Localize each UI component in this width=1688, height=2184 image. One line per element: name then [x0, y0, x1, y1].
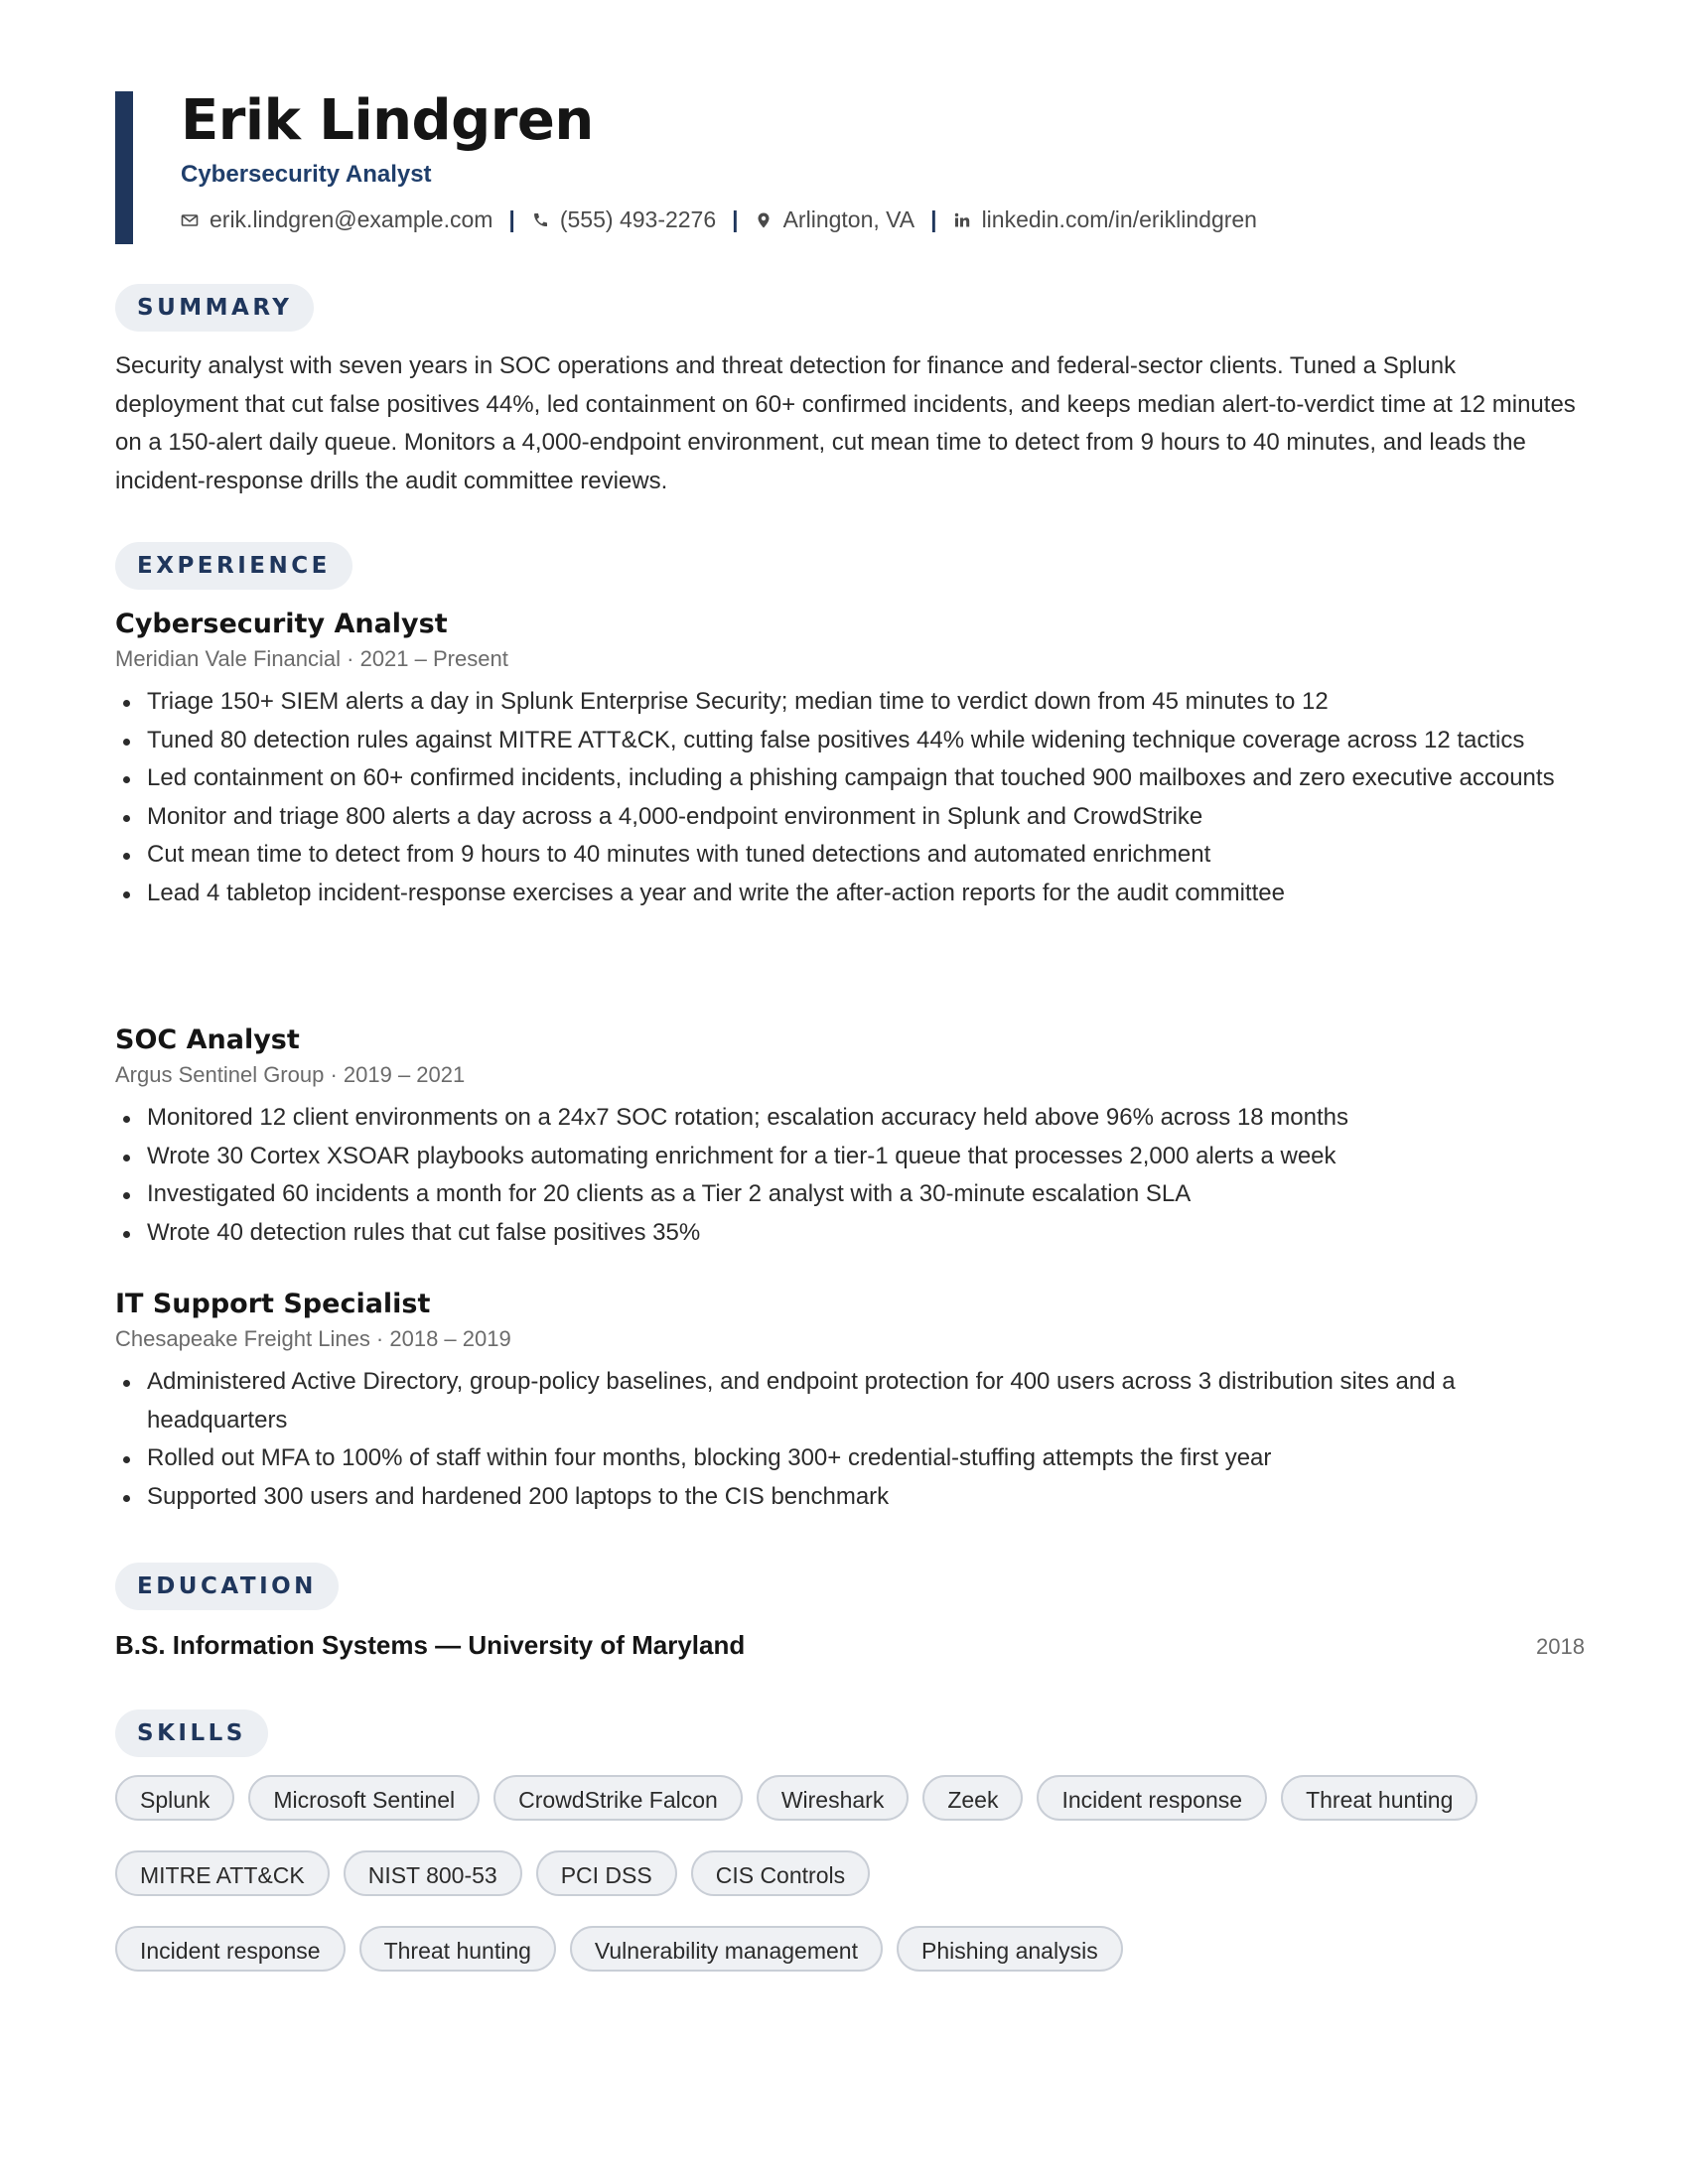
job-title: IT Support Specialist — [115, 1289, 431, 1319]
skill-chip: CrowdStrike Falcon — [493, 1775, 743, 1821]
section-heading-experience: EXPERIENCE — [115, 542, 352, 590]
contact-separator: | — [930, 206, 937, 232]
phone-text: (555) 493-2276 — [559, 206, 717, 232]
resume-header — [115, 88, 1585, 244]
candidate-name: Erik Lindgren — [181, 88, 594, 153]
education-degree: B.S. Information Systems — University of Maryland — [115, 1630, 746, 1660]
phone-icon — [531, 211, 549, 229]
education-entry — [115, 1630, 1585, 1661]
skill-chip: Microsoft Sentinel — [248, 1775, 480, 1821]
section-heading-education: EDUCATION — [115, 1563, 339, 1610]
skill-row — [115, 1850, 1585, 1896]
skill-chip: Vulnerability management — [570, 1926, 883, 1972]
job-bullet: Wrote 30 Cortex XSOAR playbooks automating enrichment for a tier-1 queue that processes 2,000 alerts a week — [147, 1138, 1585, 1176]
job-bullet: Led containment on 60+ confirmed incidents, including a phishing campaign that touched 900 mailboxes and zero executive accounts — [147, 759, 1585, 798]
skill-chip: Zeek — [922, 1775, 1023, 1821]
skill-chip: Wireshark — [757, 1775, 910, 1821]
contact-location — [755, 206, 915, 233]
job-bullets — [115, 1363, 1585, 1516]
linkedin-icon — [953, 211, 971, 229]
contact-separator: | — [508, 206, 515, 232]
job-bullet: Cut mean time to detect from 9 hours to 40 minutes with tuned detections and automated enrichment — [147, 836, 1585, 875]
job-title: Cybersecurity Analyst — [115, 609, 448, 639]
summary-text: Security analyst with seven years in SOC operations and threat detection for finance and federal-sector clients. Tuned a Splunk deployment that cut false positives 44%, led containment on 60+ confirmed incidents, and keeps median alert-to-verdict time at 12 minutes on a 150-alert daily queue. Monitors a 4,000-endpoint environment, cut mean time to detect from 9 hours to 40 minutes, and leads the incident-response drills the audit committee reviews. — [115, 352, 1576, 494]
skills-list — [115, 1775, 1585, 2001]
job-bullet: Rolled out MFA to 100% of staff within four months, blocking 300+ credential-stuffing attempts the first year — [147, 1439, 1585, 1478]
job-bullets — [115, 683, 1585, 912]
job-bullet: Investigated 60 incidents a month for 20 clients as a Tier 2 analyst with a 30-minute escalation SLA — [147, 1175, 1585, 1214]
location-pin-icon — [755, 211, 773, 229]
job-entry — [115, 608, 1585, 912]
skill-chip: Phishing analysis — [897, 1926, 1123, 1972]
contact-line — [181, 206, 1585, 233]
contact-phone[interactable] — [531, 206, 716, 233]
skill-row — [115, 1775, 1585, 1821]
skill-row — [115, 1926, 1585, 1972]
job-bullet: Supported 300 users and hardened 200 laptops to the CIS benchmark — [147, 1478, 1585, 1517]
section-heading-skills: SKILLS — [115, 1709, 268, 1757]
skill-chip: MITRE ATT&CK — [115, 1850, 330, 1896]
section-heading-summary: SUMMARY — [115, 284, 314, 332]
education-year: 2018 — [1536, 1634, 1585, 1659]
contact-linkedin[interactable] — [953, 206, 1257, 233]
skill-chip: CIS Controls — [691, 1850, 870, 1896]
skill-chip: PCI DSS — [536, 1850, 677, 1896]
contact-separator: | — [732, 206, 739, 232]
job-bullet: Tuned 80 detection rules against MITRE ATT&CK, cutting false positives 44% while widening technique coverage across 12 tactics — [147, 722, 1585, 760]
job-title: SOC Analyst — [115, 1024, 300, 1055]
email-text: erik.lindgren@example.com — [210, 206, 493, 232]
job-entry — [115, 1288, 1585, 1516]
skill-chip: NIST 800-53 — [344, 1850, 522, 1896]
skill-chip: Incident response — [115, 1926, 346, 1972]
job-bullet: Administered Active Directory, group-policy baselines, and endpoint protection for 400 users across 3 distribution sites and a headquarters — [147, 1363, 1585, 1439]
job-bullet: Wrote 40 detection rules that cut false positives 35% — [147, 1214, 1585, 1253]
location-text: Arlington, VA — [782, 206, 915, 232]
job-bullet: Monitored 12 client environments on a 24x7 SOC rotation; escalation accuracy held above 96% across 18 months — [147, 1099, 1585, 1138]
skill-chip: Threat hunting — [1281, 1775, 1477, 1821]
job-bullet: Monitor and triage 800 alerts a day across a 4,000-endpoint environment in Splunk and CrowdStrike — [147, 798, 1585, 837]
job-entry — [115, 1024, 1585, 1252]
job-company-dates: Meridian Vale Financial · 2021 – Present — [115, 646, 508, 671]
mail-icon — [181, 211, 199, 229]
skill-chip: Splunk — [115, 1775, 234, 1821]
job-company-dates: Argus Sentinel Group · 2019 – 2021 — [115, 1062, 466, 1087]
job-bullets — [115, 1099, 1585, 1252]
candidate-role: Cybersecurity Analyst — [181, 161, 432, 188]
job-bullet: Lead 4 tabletop incident-response exercises a year and write the after-action reports for the audit committee — [147, 875, 1585, 913]
job-bullet: Triage 150+ SIEM alerts a day in Splunk Enterprise Security; median time to verdict down from 45 minutes to 12 — [147, 683, 1585, 722]
contact-email[interactable] — [181, 206, 492, 233]
linkedin-text: linkedin.com/in/eriklindgren — [981, 206, 1257, 232]
skill-chip: Incident response — [1037, 1775, 1267, 1821]
job-company-dates: Chesapeake Freight Lines · 2018 – 2019 — [115, 1326, 511, 1351]
skill-chip: Threat hunting — [359, 1926, 556, 1972]
